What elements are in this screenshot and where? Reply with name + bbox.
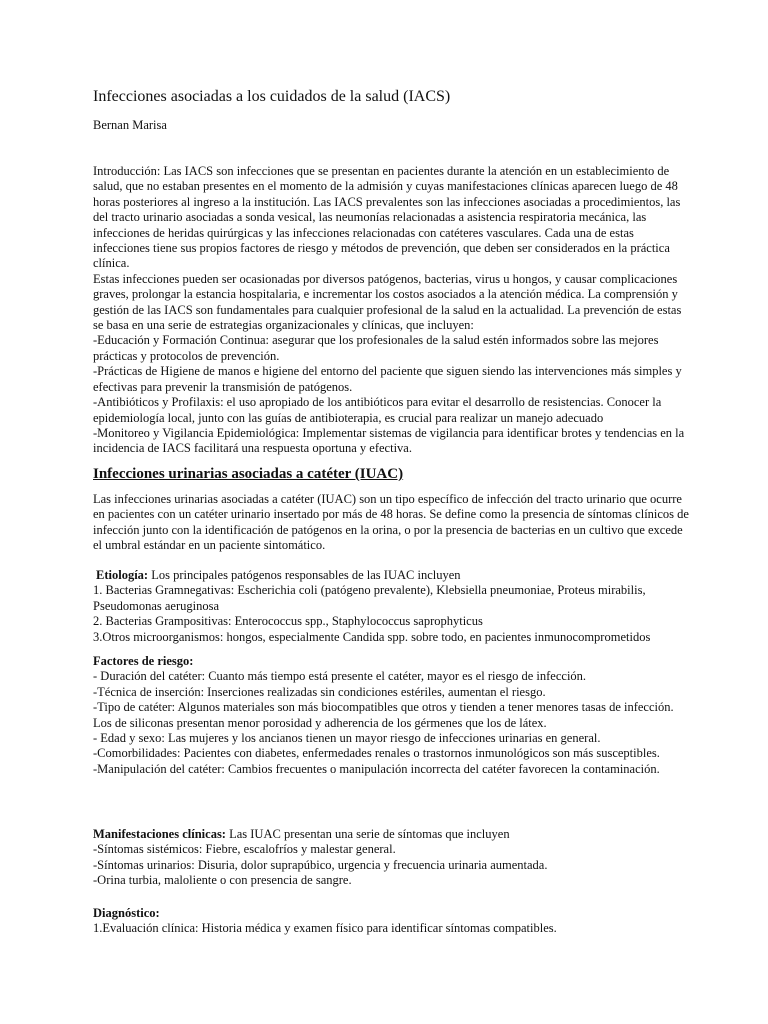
factores-label: Factores de riesgo:: [93, 654, 194, 668]
factores-item: -Técnica de inserción: Inserciones realizadas sin condiciones estériles, aumentan el riesgo.: [93, 684, 546, 699]
intro-paragraph: Estas infecciones pueden ser ocasionadas por diversos patógenos, bacterias, virus u hongos, y causar complicaciones graves, prolongar la estancia hospitalaria, e incrementar los costos asociados a la atención médica. La comprensión y gestión de las IACS son fundamentales para cualquier profesional de la salud en la actualidad. La prevención de estas se basa en una serie de estrategias organizacionales y clínicas, que incluyen:: [93, 271, 682, 333]
etiologia-label: Etiología:: [96, 568, 149, 582]
manifestaciones-section: [93, 827, 693, 889]
author-name: Bernan Marisa: [93, 118, 167, 132]
manifestaciones-item: -Síntomas sistémicos: Fiebre, escalofríos y malestar general.: [93, 842, 396, 857]
etiologia-item: 2. Bacterias Grampositivas: Enterococcus spp., Staphylococcus saprophyticus: [93, 614, 483, 629]
etiologia-item: 1. Bacterias Gramnegativas: Escherichia coli (patógeno prevalente), Klebsiella pneumoniae, Proteus mirabilis, Pseudomonas aeruginosa: [93, 583, 646, 613]
factores-item: -Manipulación del catéter: Cambios frecuentes o manipulación incorrecta del catéter favorecen la contaminación.: [93, 761, 660, 776]
etiologia-text: Los principales patógenos responsables de las IUAC incluyen: [148, 568, 461, 582]
prevention-item: -Prácticas de Higiene de manos e higiene del entorno del paciente que siguen siendo las intervenciones más simples y efectivas para prevenir la transmisión de patógenos.: [93, 364, 682, 394]
document-title: Infecciones asociadas a los cuidados de la salud (IACS): [93, 88, 451, 105]
prevention-item: -Antibióticos y Profilaxis: el uso apropiado de los antibióticos para evitar el desarrollo de resistencias. Conocer la epidemiología local, junto con las guías de antibioterapia, es crucial para realizar un manejo adecuado: [93, 395, 662, 425]
prevention-item: -Educación y Formación Continua: asegurar que los profesionales de la salud estén informados sobre las mejores prácticas y protocolos de prevención.: [93, 333, 659, 363]
factores-section: [93, 654, 693, 777]
factores-item: - Edad y sexo: Las mujeres y los ancianos tienen un mayor riesgo de infecciones urinarias en general.: [93, 731, 601, 746]
manifestaciones-item: -Orina turbia, maloliente o con presencia de sangre.: [93, 873, 352, 888]
prevention-item: -Monitoreo y Vigilancia Epidemiológica: Implementar sistemas de vigilancia para identificar brotes y tendencias en la incidencia de IACS facilitará una respuesta oportuna y efectiva.: [93, 425, 685, 456]
intro-paragraph: Introducción: Las IACS son infecciones que se presentan en pacientes durante la atención en un establecimiento de salud, que no estaban presentes en el momento de la admisión y cuyas manifestaciones clínicas aparecen luego de 48 horas posteriores al ingreso a la institución. Las IACS prevalentes son las infecciones asociadas a procedimientos, las del tracto urinario asociadas a sonda vesical, las neumonías relacionadas a asistencia respiratoria mecánica, las infecciones de heridas quirúrgicas y las infecciones relacionadas con catéteres vasculares. Cada una de estas infecciones tiene sus propios factores de riesgo y métodos de prevención, que deben ser considerados en la práctica clínica.: [93, 164, 681, 271]
factores-item: -Comorbilidades: Pacientes con diabetes, enfermedades renales o trastornos inmunológicos son más susceptibles.: [93, 746, 660, 761]
section-heading: Infecciones urinarias asociadas a catéter (IUAC): [93, 466, 404, 482]
factores-item: - Duración del catéter: Cuanto más tiempo está presente el catéter, mayor es el riesgo de infección.: [93, 669, 587, 684]
diagnostico-item: 1.Evaluación clínica: Historia médica y examen físico para identificar síntomas compatibles.: [93, 921, 557, 936]
section-intro: Las infecciones urinarias asociadas a catéter (IUAC) son un tipo específico de infección del tracto urinario que ocurre en pacientes con un catéter urinario insertado por más de 48 horas. Se define como la presencia de síntomas clínicos de infección junto con la identificación de patógenos en la orina, o por la presencia de bacterias en un cultivo que excede el umbral estándar en un paciente sintomático.: [93, 492, 689, 553]
diagnostico-section: [93, 906, 693, 937]
manifestaciones-item: -Síntomas urinarios: Disuria, dolor suprapúbico, urgencia y frecuencia urinaria aumentada.: [93, 857, 548, 872]
diagnostico-label: Diagnóstico:: [93, 906, 160, 920]
factores-item: -Tipo de catéter: Algunos materiales son más biocompatibles que otros y tienden a tener menores tasas de infección. Los de siliconas presentan menor porosidad y adherencia de los gérmenes que los de látex.: [93, 700, 674, 730]
manifestaciones-text: Las IUAC presentan una serie de síntomas que incluyen: [225, 827, 510, 841]
intro-section: [93, 164, 693, 457]
etiologia-item: 3.Otros microorganismos: hongos, especialmente Candida spp. sobre todo, en pacientes inmunocomprometidos: [93, 629, 651, 644]
manifestaciones-label: Manifestaciones clínicas:: [93, 827, 226, 841]
etiologia-section: [93, 568, 693, 645]
